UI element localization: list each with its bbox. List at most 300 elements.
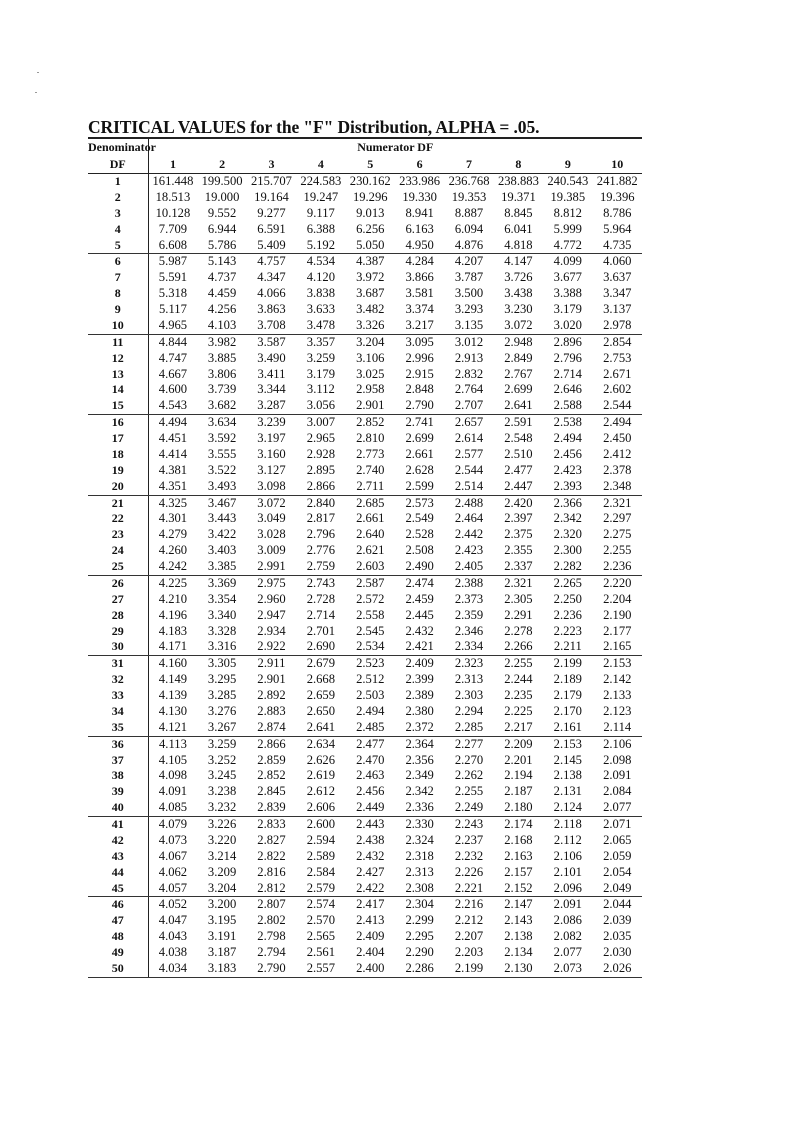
critical-value-cell: 2.854 bbox=[603, 334, 632, 349]
critical-value-cell: 4.737 bbox=[207, 270, 237, 285]
critical-value-cell: 2.579 bbox=[296, 881, 345, 897]
critical-value-cell: 3.204 bbox=[197, 881, 246, 897]
critical-value-cell: 4.387 bbox=[356, 254, 385, 269]
critical-value-cell: 3.866 bbox=[405, 270, 434, 285]
critical-value-cell: 2.190 bbox=[603, 607, 632, 622]
critical-value-cell: 4.381 bbox=[158, 462, 188, 477]
table-row bbox=[88, 817, 642, 833]
critical-value-cell: 2.086 bbox=[553, 913, 582, 928]
critical-value-cell: 3.204 bbox=[356, 334, 385, 349]
critical-value-cell: 5.964 bbox=[603, 221, 632, 236]
denominator-df-cell: 19 bbox=[88, 463, 148, 479]
critical-value-cell: 2.503 bbox=[356, 688, 385, 702]
table-row bbox=[88, 543, 642, 559]
critical-value-cell: 2.187 bbox=[504, 784, 533, 799]
critical-value-cell: 2.544 bbox=[593, 398, 642, 414]
table-row bbox=[88, 639, 642, 655]
denominator-df-cell: 49 bbox=[88, 945, 148, 961]
critical-value-cell: 3.209 bbox=[207, 864, 237, 879]
critical-value-cell: 3.025 bbox=[356, 366, 385, 381]
page-title: CRITICAL VALUES for the "F" Distribution, ALPHA = .05. bbox=[88, 117, 540, 137]
table-row bbox=[88, 190, 642, 206]
critical-value-cell: 2.320 bbox=[553, 527, 582, 542]
critical-value-cell: 2.211 bbox=[543, 639, 592, 655]
critical-value-cell: 19.353 bbox=[451, 189, 487, 204]
critical-value-cell: 2.690 bbox=[296, 639, 345, 655]
critical-value-cell: 2.313 bbox=[405, 864, 434, 879]
critical-value-cell: 3.316 bbox=[197, 639, 246, 655]
critical-value-cell: 2.960 bbox=[257, 591, 286, 606]
critical-value-cell: 2.711 bbox=[346, 479, 395, 495]
critical-value-cell: 2.773 bbox=[356, 446, 385, 461]
critical-value-cell: 2.602 bbox=[603, 382, 632, 397]
critical-value-cell: 2.112 bbox=[553, 832, 582, 847]
critical-value-cell: 2.232 bbox=[454, 848, 484, 863]
critical-value-cell: 2.236 bbox=[593, 559, 642, 575]
critical-value-cell: 2.059 bbox=[603, 848, 632, 863]
critical-value-cell: 4.105 bbox=[158, 752, 188, 767]
critical-value-cell: 2.073 bbox=[543, 961, 592, 977]
critical-value-cell: 2.895 bbox=[306, 462, 336, 477]
critical-value-cell: 4.818 bbox=[494, 238, 543, 254]
critical-value-cell: 2.699 bbox=[504, 382, 533, 397]
critical-value-cell: 2.685 bbox=[356, 495, 385, 510]
critical-value-cell: 4.543 bbox=[148, 398, 197, 414]
table-row bbox=[88, 961, 642, 977]
critical-value-cell: 2.290 bbox=[405, 945, 434, 959]
denominator-df-cell: 4 bbox=[88, 222, 148, 238]
critical-value-cell: 2.796 bbox=[553, 350, 582, 365]
critical-value-cell: 3.369 bbox=[207, 575, 237, 590]
critical-value-cell: 2.641 bbox=[494, 398, 543, 414]
critical-value-cell: 2.026 bbox=[593, 961, 642, 977]
critical-value-cell: 2.759 bbox=[296, 559, 345, 575]
denominator-df-cell: 23 bbox=[88, 527, 148, 543]
critical-value-cell: 3.581 bbox=[405, 286, 434, 301]
critical-value-cell: 3.179 bbox=[553, 302, 582, 316]
critical-value-cell: 4.066 bbox=[257, 286, 286, 301]
critical-value-cell: 19.371 bbox=[501, 189, 536, 204]
critical-value-cell: 2.510 bbox=[504, 446, 533, 461]
critical-value-cell: 2.640 bbox=[356, 527, 385, 542]
numerator-column-header: 9 bbox=[543, 156, 592, 174]
critical-value-cell: 2.634 bbox=[306, 736, 336, 751]
denominator-df-cell: 31 bbox=[88, 656, 148, 672]
critical-value-cell: 3.056 bbox=[296, 398, 345, 414]
critical-value-cell: 2.646 bbox=[553, 382, 582, 397]
critical-value-cell: 224.583 bbox=[300, 174, 342, 188]
denominator-df-cell: 27 bbox=[88, 592, 148, 608]
table-row bbox=[88, 929, 642, 945]
critical-value-cell: 3.422 bbox=[207, 527, 237, 542]
critical-value-cell: 2.816 bbox=[257, 864, 286, 879]
critical-value-cell: 3.806 bbox=[207, 366, 237, 381]
critical-value-cell: 2.794 bbox=[257, 945, 286, 959]
critical-value-cell: 3.239 bbox=[257, 415, 286, 430]
critical-value-cell: 230.162 bbox=[349, 174, 391, 188]
critical-value-cell: 2.255 bbox=[454, 784, 484, 799]
denominator-df-cell: 11 bbox=[88, 334, 148, 350]
critical-value-cell: 4.085 bbox=[148, 800, 197, 816]
critical-value-cell: 6.041 bbox=[504, 221, 533, 236]
table-row bbox=[88, 559, 642, 575]
critical-value-cell: 2.707 bbox=[444, 398, 493, 414]
table-row bbox=[88, 527, 642, 543]
critical-value-cell: 2.432 bbox=[356, 848, 385, 863]
critical-value-cell: 4.451 bbox=[158, 431, 188, 445]
critical-value-cell: 2.764 bbox=[454, 382, 484, 397]
critical-value-cell: 2.866 bbox=[257, 736, 286, 751]
table-row bbox=[88, 431, 642, 447]
critical-value-cell: 2.699 bbox=[405, 431, 434, 445]
denominator-df-cell: 18 bbox=[88, 447, 148, 463]
critical-value-cell: 2.557 bbox=[296, 961, 345, 977]
critical-value-cell: 2.044 bbox=[603, 897, 632, 912]
numerator-column-header: 6 bbox=[395, 156, 444, 174]
table-row bbox=[88, 736, 642, 752]
critical-value-cell: 2.380 bbox=[405, 703, 434, 718]
critical-value-cell: 2.790 bbox=[247, 961, 296, 977]
critical-value-cell: 3.214 bbox=[207, 848, 237, 863]
critical-value-cell: 2.577 bbox=[454, 446, 484, 461]
critical-value-cell: 2.389 bbox=[405, 688, 434, 702]
critical-value-cell: 2.587 bbox=[356, 575, 385, 590]
critical-value-cell: 2.409 bbox=[405, 656, 434, 671]
critical-value-cell: 2.138 bbox=[553, 768, 582, 783]
critical-value-cell: 4.052 bbox=[158, 897, 188, 912]
table-row bbox=[88, 897, 642, 913]
critical-value-cell: 2.817 bbox=[306, 511, 336, 526]
critical-value-cell: 3.478 bbox=[296, 318, 345, 334]
critical-value-cell: 2.299 bbox=[405, 913, 434, 928]
denominator-df-cell: 30 bbox=[88, 639, 148, 655]
critical-value-cell: 3.838 bbox=[306, 286, 336, 301]
critical-value-cell: 3.028 bbox=[257, 527, 286, 542]
critical-value-cell: 3.305 bbox=[207, 656, 237, 671]
critical-value-cell: 2.204 bbox=[603, 591, 632, 606]
denominator-df-cell: 36 bbox=[88, 736, 148, 752]
table-row bbox=[88, 351, 642, 367]
critical-value-cell: 2.600 bbox=[306, 817, 336, 831]
critical-value-cell: 2.174 bbox=[504, 817, 533, 831]
critical-value-cell: 4.844 bbox=[158, 334, 188, 349]
critical-value-cell: 2.065 bbox=[603, 832, 632, 847]
critical-value-cell: 2.225 bbox=[504, 703, 533, 718]
table-row bbox=[88, 367, 642, 383]
critical-value-cell: 2.330 bbox=[405, 817, 434, 831]
critical-value-cell: 2.570 bbox=[306, 913, 336, 928]
critical-value-cell: 2.359 bbox=[454, 607, 484, 622]
critical-value-cell: 18.513 bbox=[155, 189, 191, 204]
critical-value-cell: 2.621 bbox=[356, 543, 385, 558]
critical-value-cell: 2.494 bbox=[603, 415, 632, 430]
critical-value-cell: 2.901 bbox=[257, 672, 286, 687]
critical-value-cell: 2.349 bbox=[405, 768, 434, 783]
critical-value-cell: 2.445 bbox=[405, 607, 434, 622]
critical-value-cell: 2.812 bbox=[247, 881, 296, 897]
critical-value-cell: 2.561 bbox=[306, 945, 336, 959]
critical-value-cell: 2.447 bbox=[494, 479, 543, 495]
critical-value-cell: 3.555 bbox=[207, 446, 237, 461]
critical-value-cell: 2.641 bbox=[296, 720, 345, 736]
table-row bbox=[88, 865, 642, 881]
critical-value-cell: 2.278 bbox=[504, 623, 533, 638]
critical-value-cell: 3.411 bbox=[257, 366, 286, 381]
critical-value-cell: 4.534 bbox=[306, 254, 336, 269]
critical-value-cell: 2.852 bbox=[356, 415, 385, 430]
critical-value-cell: 2.243 bbox=[454, 817, 484, 831]
critical-value-cell: 2.236 bbox=[553, 607, 582, 622]
critical-value-cell: 5.143 bbox=[207, 254, 237, 269]
critical-value-cell: 2.996 bbox=[405, 350, 434, 365]
table-row bbox=[88, 656, 642, 672]
critical-value-cell: 2.978 bbox=[593, 318, 642, 334]
critical-value-cell: 2.572 bbox=[356, 591, 385, 606]
critical-value-cell: 3.183 bbox=[197, 961, 246, 977]
critical-value-cell: 2.432 bbox=[405, 623, 434, 638]
denominator-df-cell: 24 bbox=[88, 543, 148, 559]
critical-value-cell: 2.131 bbox=[553, 784, 582, 799]
critical-value-cell: 2.422 bbox=[346, 881, 395, 897]
critical-value-cell: 2.177 bbox=[603, 623, 632, 638]
f-distribution-table bbox=[88, 137, 642, 978]
critical-value-cell: 4.043 bbox=[158, 929, 188, 944]
critical-value-cell: 4.772 bbox=[543, 238, 592, 254]
critical-value-cell: 2.305 bbox=[504, 591, 533, 606]
critical-value-cell: 2.161 bbox=[543, 720, 592, 736]
denominator-label: Denominator bbox=[88, 140, 156, 154]
critical-value-cell: 2.427 bbox=[356, 864, 385, 879]
critical-value-cell: 2.839 bbox=[247, 800, 296, 816]
critical-value-cell: 2.153 bbox=[603, 656, 632, 671]
denominator-df-cell: 35 bbox=[88, 720, 148, 736]
critical-value-cell: 2.423 bbox=[553, 462, 582, 477]
critical-value-cell: 10.128 bbox=[155, 205, 191, 220]
critical-value-cell: 4.210 bbox=[158, 591, 188, 606]
numerator-column-header: 1 bbox=[148, 156, 197, 174]
denominator-df-cell: 15 bbox=[88, 398, 148, 414]
critical-value-cell: 3.443 bbox=[207, 511, 237, 526]
table-row bbox=[88, 608, 642, 624]
critical-value-cell: 2.091 bbox=[603, 768, 632, 783]
critical-value-cell: 4.099 bbox=[553, 254, 582, 269]
critical-value-cell: 2.606 bbox=[296, 800, 345, 816]
critical-value-cell: 2.147 bbox=[504, 897, 533, 912]
critical-value-cell: 2.417 bbox=[356, 897, 385, 912]
critical-value-cell: 3.072 bbox=[257, 495, 286, 510]
critical-value-cell: 2.324 bbox=[405, 832, 434, 847]
critical-value-cell: 2.337 bbox=[494, 559, 543, 575]
denominator-df-cell: 44 bbox=[88, 865, 148, 881]
critical-value-cell: 2.275 bbox=[603, 527, 632, 542]
critical-value-cell: 2.659 bbox=[306, 688, 336, 702]
critical-value-cell: 2.661 bbox=[405, 446, 434, 461]
critical-value-cell: 2.544 bbox=[454, 462, 484, 477]
critical-value-cell: 2.291 bbox=[504, 607, 533, 622]
critical-value-cell: 2.039 bbox=[603, 913, 632, 928]
critical-value-cell: 2.235 bbox=[504, 688, 533, 702]
critical-value-cell: 2.485 bbox=[346, 720, 395, 736]
critical-value-cell: 2.123 bbox=[603, 703, 632, 718]
critical-value-cell: 2.488 bbox=[454, 495, 484, 510]
critical-value-cell: 2.300 bbox=[553, 543, 582, 558]
critical-value-cell: 2.226 bbox=[454, 864, 484, 879]
denominator-df-cell: 40 bbox=[88, 800, 148, 816]
critical-value-cell: 3.245 bbox=[207, 768, 237, 783]
critical-value-cell: 3.500 bbox=[454, 286, 484, 301]
table-row bbox=[88, 254, 642, 270]
critical-value-cell: 3.344 bbox=[257, 382, 286, 397]
critical-value-cell: 2.810 bbox=[356, 431, 385, 445]
critical-value-cell: 2.207 bbox=[454, 929, 484, 944]
critical-value-cell: 2.201 bbox=[504, 752, 533, 767]
numerator-column-header: 4 bbox=[296, 156, 345, 174]
denominator-df-cell: 48 bbox=[88, 929, 148, 945]
critical-value-cell: 4.301 bbox=[158, 511, 188, 526]
critical-value-cell: 2.255 bbox=[504, 656, 533, 671]
critical-value-cell: 2.822 bbox=[257, 848, 286, 863]
denominator-df-cell: 33 bbox=[88, 688, 148, 704]
critical-value-cell: 4.735 bbox=[593, 238, 642, 254]
critical-value-cell: 4.171 bbox=[148, 639, 197, 655]
critical-value-cell: 4.183 bbox=[158, 623, 188, 638]
critical-value-cell: 4.256 bbox=[207, 302, 237, 316]
critical-value-cell: 5.786 bbox=[197, 238, 246, 254]
table-row bbox=[88, 270, 642, 286]
table-row bbox=[88, 398, 642, 414]
denominator-df-cell: 46 bbox=[88, 897, 148, 913]
critical-value-cell: 2.143 bbox=[504, 913, 533, 928]
df-label: DF bbox=[88, 156, 148, 174]
critical-value-cell: 4.279 bbox=[158, 527, 188, 542]
critical-value-cell: 6.163 bbox=[405, 221, 434, 236]
critical-value-cell: 5.987 bbox=[158, 254, 188, 269]
critical-value-cell: 19.164 bbox=[254, 189, 289, 204]
critical-value-cell: 2.091 bbox=[553, 897, 582, 912]
critical-value-cell: 2.318 bbox=[405, 848, 434, 863]
critical-value-cell: 2.807 bbox=[257, 897, 286, 912]
critical-value-cell: 2.397 bbox=[504, 511, 533, 526]
critical-value-cell: 4.130 bbox=[158, 703, 188, 718]
critical-value-cell: 2.375 bbox=[504, 527, 533, 542]
denominator-df-cell: 9 bbox=[88, 302, 148, 318]
table-body bbox=[88, 174, 642, 978]
table-row bbox=[88, 302, 642, 318]
denominator-df-cell: 6 bbox=[88, 254, 148, 270]
denominator-df-cell: 10 bbox=[88, 318, 148, 334]
critical-value-cell: 3.293 bbox=[454, 302, 484, 316]
critical-value-cell: 2.372 bbox=[395, 720, 444, 736]
table-row bbox=[88, 800, 642, 816]
critical-value-cell: 3.137 bbox=[603, 302, 632, 316]
denominator-df-cell: 34 bbox=[88, 704, 148, 720]
critical-value-cell: 4.139 bbox=[158, 688, 188, 702]
critical-value-cell: 3.708 bbox=[247, 318, 296, 334]
critical-value-cell: 2.321 bbox=[504, 575, 533, 590]
critical-value-cell: 3.326 bbox=[346, 318, 395, 334]
critical-value-cell: 4.494 bbox=[158, 415, 188, 430]
critical-value-cell: 2.133 bbox=[603, 688, 632, 702]
critical-value-cell: 2.220 bbox=[603, 575, 632, 590]
critical-value-cell: 2.740 bbox=[356, 462, 385, 477]
table-row bbox=[88, 592, 642, 608]
critical-value-cell: 3.972 bbox=[356, 270, 385, 285]
critical-value-cell: 4.667 bbox=[158, 366, 188, 381]
critical-value-cell: 2.265 bbox=[553, 575, 582, 590]
critical-value-cell: 4.225 bbox=[158, 575, 188, 590]
critical-value-cell: 2.399 bbox=[405, 672, 434, 687]
critical-value-cell: 3.226 bbox=[207, 817, 237, 831]
critical-value-cell: 3.200 bbox=[207, 897, 237, 912]
critical-value-cell: 2.849 bbox=[504, 350, 533, 365]
critical-value-cell: 2.494 bbox=[553, 431, 582, 445]
table-row bbox=[88, 849, 642, 865]
critical-value-cell: 4.120 bbox=[306, 270, 336, 285]
critical-value-cell: 2.840 bbox=[306, 495, 336, 510]
critical-value-cell: 4.196 bbox=[158, 607, 188, 622]
critical-value-cell: 4.600 bbox=[158, 382, 188, 397]
critical-value-cell: 2.767 bbox=[504, 366, 533, 381]
critical-value-cell: 5.591 bbox=[158, 270, 188, 285]
critical-value-cell: 2.388 bbox=[454, 575, 484, 590]
denominator-df-cell: 21 bbox=[88, 495, 148, 511]
critical-value-cell: 2.130 bbox=[494, 961, 543, 977]
critical-value-cell: 2.138 bbox=[504, 929, 533, 944]
critical-value-cell: 4.103 bbox=[197, 318, 246, 334]
critical-value-cell: 2.947 bbox=[257, 607, 286, 622]
critical-value-cell: 2.124 bbox=[543, 800, 592, 816]
critical-value-cell: 2.594 bbox=[306, 832, 336, 847]
critical-value-cell: 2.170 bbox=[553, 703, 582, 718]
critical-value-cell: 2.295 bbox=[405, 929, 434, 944]
critical-value-cell: 4.060 bbox=[603, 254, 632, 269]
critical-value-cell: 2.896 bbox=[553, 334, 582, 349]
critical-value-cell: 2.199 bbox=[444, 961, 493, 977]
critical-value-cell: 2.534 bbox=[346, 639, 395, 655]
critical-value-cell: 233.986 bbox=[399, 174, 441, 188]
critical-value-cell: 9.552 bbox=[207, 205, 237, 220]
critical-value-cell: 3.633 bbox=[306, 302, 336, 316]
critical-value-cell: 2.297 bbox=[603, 511, 632, 526]
critical-value-cell: 4.034 bbox=[148, 961, 197, 977]
critical-value-cell: 2.845 bbox=[257, 784, 286, 799]
critical-value-cell: 2.199 bbox=[553, 656, 582, 671]
table-row bbox=[88, 318, 642, 334]
critical-value-cell: 3.587 bbox=[257, 334, 286, 349]
critical-value-cell: 3.197 bbox=[257, 431, 286, 445]
denominator-df-cell: 43 bbox=[88, 849, 148, 865]
critical-value-cell: 241.882 bbox=[596, 174, 638, 188]
critical-value-cell: 2.157 bbox=[504, 864, 533, 879]
critical-value-cell: 3.267 bbox=[197, 720, 246, 736]
critical-value-cell: 2.438 bbox=[356, 832, 385, 847]
table-row bbox=[88, 833, 642, 849]
critical-value-cell: 161.448 bbox=[152, 174, 194, 188]
critical-value-cell: 2.165 bbox=[593, 639, 642, 655]
critical-value-cell: 3.187 bbox=[207, 945, 237, 959]
critical-value-cell: 2.614 bbox=[454, 431, 484, 445]
critical-value-cell: 2.421 bbox=[395, 639, 444, 655]
critical-value-cell: 2.153 bbox=[553, 736, 582, 751]
critical-value-cell: 3.388 bbox=[553, 286, 582, 301]
critical-value-cell: 3.739 bbox=[207, 382, 237, 397]
critical-value-cell: 3.726 bbox=[504, 270, 533, 285]
critical-value-cell: 2.096 bbox=[543, 881, 592, 897]
critical-value-cell: 4.876 bbox=[444, 238, 493, 254]
critical-value-cell: 3.179 bbox=[306, 366, 336, 381]
critical-value-cell: 2.549 bbox=[405, 511, 434, 526]
critical-value-cell: 3.493 bbox=[197, 479, 246, 495]
